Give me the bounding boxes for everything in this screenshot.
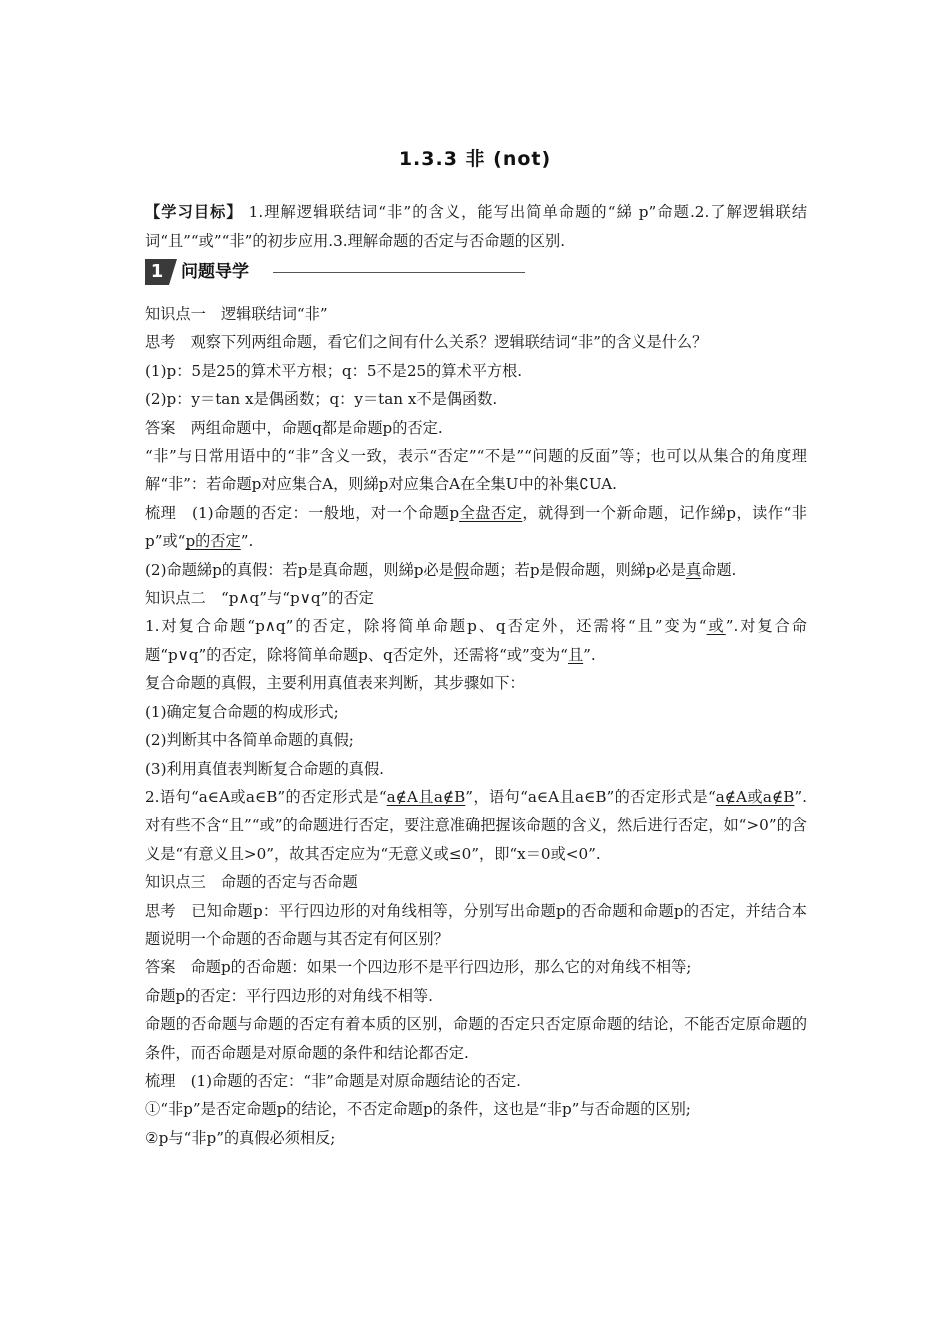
heading-point-3: 知识点三 命题的否定与否命题 (145, 873, 358, 892)
fill-blank-answer: 全盘否定 (459, 503, 523, 522)
truth-step-3: (3)利用真值表判断复合命题的真假. (145, 759, 384, 778)
page-title: 1.3.3 非 (not) (398, 148, 552, 170)
heading-point-2: 知识点二 “p∧q”与“p∨q”的否定 (145, 589, 374, 608)
section-title: 问题导学 (181, 262, 249, 282)
answer-1: 答案 两组命题中，命题q都是命题p的否定. (145, 418, 443, 437)
summary-1 (145, 499, 807, 556)
explanation-2: 命题的否命题与命题的否定有着本质的区别，命题的否定只否定原命题的结论，不能否定原命题的条件，而否命题是对原命题的条件和结论都否定. (145, 1015, 807, 1062)
section-header (145, 258, 525, 286)
negation-rule-2-text-b: ”，语句“a∈A且a∈B”的否定形式是“ (465, 787, 716, 806)
section-number-badge: 1 (145, 259, 169, 285)
explanation-1: “非”与日常用语中的“非”含义一致，表示“否定”“不是”“问题的反面”等；也可以从集合的角度理解“非”：若命题p对应集合A，则綈p对应集合A在全集U中的补集∁UA. (145, 447, 807, 494)
negation-rule-2-text-c: ”.对有些不含“且”“或”的命题进行否定，要注意准确把握该命题的含义，然后进行否定，如“>0”的含义是“有意义且>0”，故其否定应为“无意义或≤0”，即“x＝0或<0”. (145, 787, 807, 863)
negation-rule-text-c: ”. (583, 645, 596, 664)
negation-rule-2-text-a: 2.语句“a∈A或a∈B”的否定形式是“ (145, 787, 387, 806)
summary-2-text-c: 命题. (701, 560, 737, 579)
fill-blank-answer: a∉A或a∉B (715, 787, 795, 806)
heading-point-1: 知识点一 逻辑联结词“非” (145, 305, 328, 323)
negation-rule-text-b: ”.对复合命题“p∨q”的否定，除将简单命题p、q否定外，还需将“或”变为“ (145, 617, 807, 664)
summary-1-text-c: ”. (240, 532, 254, 551)
truth-steps-intro: 复合命题的真假，主要利用真值表来判断，其步骤如下： (145, 674, 525, 693)
think-question-1: 思考 观察下列两组命题，看它们之间有什么关系？逻辑联结词“非”的含义是什么？ (145, 333, 708, 352)
learning-goals-text: 1.理解逻辑联结词“非”的含义，能写出简单命题的“綈 p”命题.2.了解逻辑联结词“且”“或”“非”的初步应用.3.理解命题的否定与否命题的区别. (145, 203, 808, 250)
truth-step-1: (1)确定复合命题的构成形式; (145, 702, 339, 721)
fill-blank-answer: 且 (567, 645, 584, 664)
answer-2: 答案 命题p的否命题：如果一个四边形不是平行四边形，那么它的对角线不相等; (145, 958, 692, 977)
negation-rule-2 (145, 783, 807, 868)
negation-rule-1 (145, 612, 807, 669)
learning-goals-label: 【学习目标】 (145, 203, 243, 221)
example-2: (2)p：y＝tan x是偶函数；q：y＝tan x不是偶函数. (145, 390, 498, 409)
truth-step-2: (2)判断其中各简单命题的真假; (145, 731, 354, 750)
fill-blank-answer: p的否定 (185, 532, 241, 551)
answer-2-cont: 命题p的否定：平行四边形的对角线不相等. (145, 986, 433, 1005)
summary-3-item-2: ②p与“非p”的真假必须相反; (145, 1128, 336, 1147)
fill-blank-answer: a∉A且a∉B (386, 787, 466, 806)
summary-3: 梳理 (1)命题的否定：“非”命题是对原命题结论的否定. (145, 1071, 521, 1090)
summary-1-text-b: ，就得到一个新命题，记作綈p，读作“非p”或“ (145, 503, 807, 551)
section-divider (273, 272, 525, 273)
summary-2 (145, 556, 807, 584)
content-body (145, 300, 807, 1152)
fill-blank-answer: 或 (706, 617, 726, 636)
summary-1-text-a: 梳理 (1)命题的否定：一般地，对一个命题p (145, 503, 460, 522)
fill-blank-answer: 假 (453, 560, 470, 579)
learning-goals (145, 198, 807, 256)
think-question-2: 思考 已知命题p：平行四边形的对角线相等，分别写出命题p的否命题和命题p的否定，并结合本题说明一个命题的否命题与其否定有何区别？ (145, 901, 807, 948)
negation-rule-text-a: 1.对复合命题“p∧q”的否定，除将简单命题p、q否定外，还需将“且”变为“ (145, 617, 707, 636)
example-1: (1)p：5是25的算术平方根；q：5不是25的算术平方根. (145, 361, 523, 380)
summary-2-text-b: 命题；若p是假命题，则綈p必是 (469, 560, 686, 579)
fill-blank-answer: 真 (685, 560, 702, 579)
summary-2-text-a: (2)命题綈p的真假：若p是真命题，则綈p必是 (145, 560, 454, 579)
summary-3-item-1: ①“非p”是否定命题p的结论，不否定命题p的条件，这也是“非p”与否命题的区别; (145, 1100, 691, 1119)
